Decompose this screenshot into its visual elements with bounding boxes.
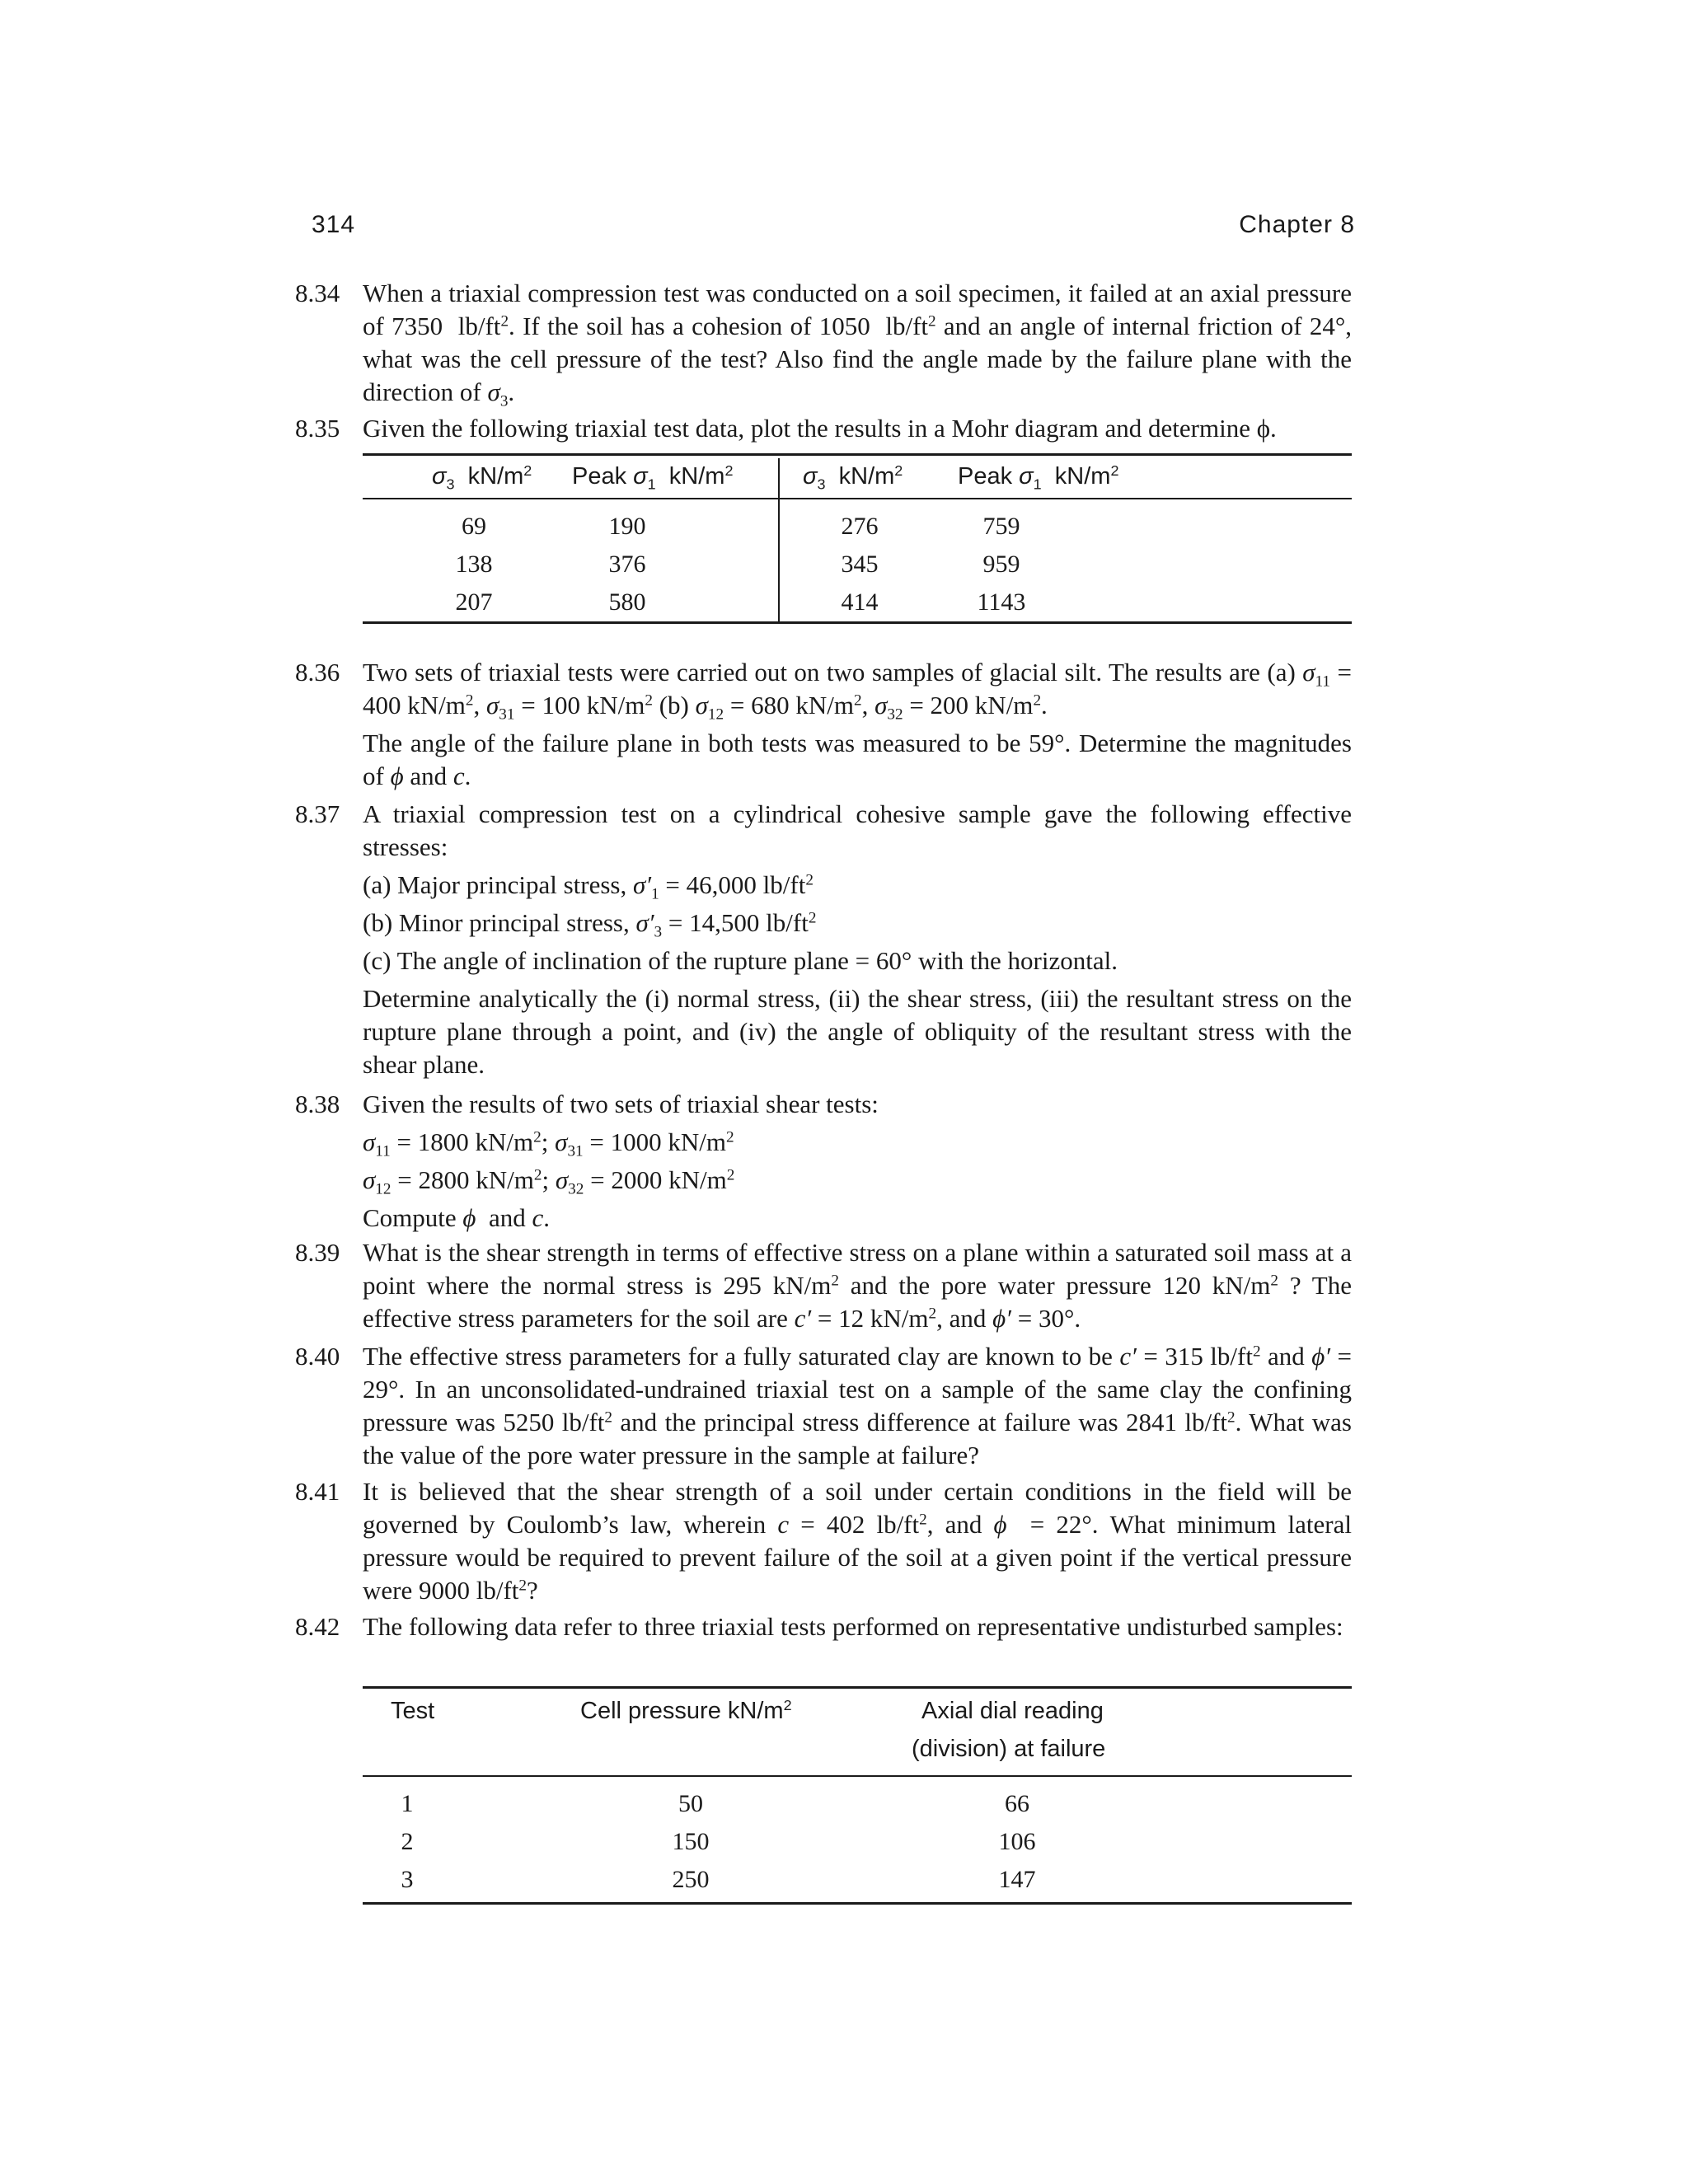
table-cell: 959 xyxy=(982,551,1020,578)
problem-number: 8.40 xyxy=(295,1342,340,1371)
problem-8-38 xyxy=(295,1088,1352,1235)
col-header-test: Test xyxy=(391,1698,435,1724)
table-top-rule xyxy=(363,1686,1352,1689)
table-divider xyxy=(778,458,780,623)
page-number: 314 xyxy=(312,211,356,238)
problem-number: 8.36 xyxy=(295,658,340,687)
col-header-peak-left: Peak $\sigma_1$ $kN/m^2$ xyxy=(572,462,734,493)
table-cell: 150 xyxy=(672,1828,710,1855)
table-cell: 207 xyxy=(455,588,493,616)
table-cell: 50 xyxy=(678,1790,703,1817)
problem-8-41 xyxy=(295,1475,1352,1607)
table-bottom-rule xyxy=(363,621,1352,624)
problem-8-35 xyxy=(295,412,1352,445)
peak-label: Peak xyxy=(958,463,1013,490)
table-cell: 138 xyxy=(455,551,493,578)
problem-number: 8.37 xyxy=(295,799,340,828)
col-header-axial-2: (division) at failure xyxy=(912,1736,1106,1762)
problem-number: 8.39 xyxy=(295,1238,340,1267)
problem-number: 8.41 xyxy=(295,1477,340,1506)
problem-8-39 xyxy=(295,1236,1352,1335)
problem-number: 8.35 xyxy=(295,414,340,443)
unit-label: kN/m xyxy=(467,463,524,490)
table-cell: 414 xyxy=(841,588,879,616)
table-cell: 580 xyxy=(608,588,646,616)
unit-label: kN/m xyxy=(668,463,725,490)
problem-text: A triaxial compression test on a cylindrical cohesive sample gave the following effective stresses: (a) Major principal stress, $\sigma'_1 = 46,000$ $lb/ft^2$ (b) Minor principal stress, $\sigma'_3 = 14,500$ $lb/ft^2$ (c) The angle of inclination of the rupture plane = 60° with the horizontal. Determine analytically the (i) normal stress, (ii) the shear stress, (iii) the resultant stress on the rupture plane through a point, and (iv) the angle of obliquity of the resultant stress with the shear plane. xyxy=(363,799,1352,1079)
problem-number: 8.34 xyxy=(295,279,340,307)
problem-text: Two sets of triaxial tests were carried out on two samples of glacial silt. The results are (a) $\sigma_{11} = 400$ $kN/m^2$, $\sigma_{31} = 100$ $kN/m^2$ (b) $\sigma_{12} = 680$ $kN/m^2$, $\sigma_{32} = 200$ $kN/m^2$. The angle of the failure plane in both tests was measured to be 59°. Determine the magnitudes of ϕ and c. xyxy=(363,658,1352,790)
problem-text: Given the following triaxial test data, plot the results in a Mohr diagram and determine ϕ. xyxy=(363,414,1277,443)
table-cell: 190 xyxy=(608,513,646,540)
problem-text: What is the shear strength in terms of effective stress on a plane within a saturated soil mass at a point where the normal stress is 295 $kN/m^2$ and the pore water pressure 120 $kN/m^2$ ? The effective stress parameters for the soil are c′ = 12 $kN/m^2$, and ϕ′ = 30°. xyxy=(363,1238,1352,1333)
table-cell: 3 xyxy=(401,1866,414,1893)
problem-text: It is believed that the shear strength of a soil under certain conditions in the field will be governed by Coulomb’s law, wherein c = 402 $lb/ft^2$, and ϕ = 22°. What minimum lateral pressure would be required to prevent failure of the soil at a given point if the vertical pressure were 9000 $lb/ft^2$? xyxy=(363,1477,1352,1605)
table-cell: 250 xyxy=(672,1866,710,1893)
table-header-rule xyxy=(363,1775,1352,1777)
table-cell: 345 xyxy=(841,551,879,578)
problem-intro: Given the results of two sets of triaxial shear tests: xyxy=(363,1090,879,1118)
table-cell: 376 xyxy=(608,551,646,578)
table-top-rule xyxy=(363,453,1352,456)
problem-number: 8.38 xyxy=(295,1090,340,1118)
table-cell: 106 xyxy=(998,1828,1036,1855)
table-cell: 1 xyxy=(401,1790,414,1817)
cell-pressure-label: Cell pressure kN/m xyxy=(580,1698,784,1724)
unit-label: kN/m xyxy=(1054,463,1111,490)
problem-text: The effective stress parameters for a fully saturated clay are known to be c′ = 315 $lb/ft^2$ and ϕ′ = 29°. In an unconsolidated-undrained triaxial test on a sample of the same clay the confining pressure was 5250 $lb/ft^2$ and the principal stress difference at failure was 2841 $lb/ft^2$. What was the value of the pore water pressure in the sample at failure? xyxy=(363,1342,1352,1469)
col-header-cell-pressure: Cell pressure $kN/m^2$ xyxy=(580,1697,792,1724)
table-cell: 147 xyxy=(998,1866,1036,1893)
col-header-sigma3-left: $\sigma_3$ $kN/m^2$ xyxy=(432,462,532,493)
problem-text: When a triaxial compression test was conducted on a soil specimen, it failed at an axial pressure of 7350 $lb/ft^2$. If the soil has a cohesion of 1050 $lb/ft^2$ and an angle of internal friction of 24°, what was the cell pressure of the test? Also find the angle made by the failure plane with the direction of $\sigma_3$. xyxy=(363,279,1352,410)
problem-8-34 xyxy=(295,277,1352,409)
table-header-rule xyxy=(363,498,1352,499)
table-cell: 759 xyxy=(982,513,1020,540)
table-cell: 66 xyxy=(1005,1790,1029,1817)
problem-text: Given the results of two sets of triaxial shear tests: $\sigma_{11} = 1800$ $kN/m^2$; $\sigma_{31} = 1000$ $kN/m^2$ $\sigma_{12} = 2800$ $kN/m^2$; $\sigma_{32} = 2000$ $kN/m^2$ Compute ϕ and c. xyxy=(363,1088,1352,1235)
problem-8-37 xyxy=(295,798,1352,1081)
table-cell: 1143 xyxy=(977,588,1026,616)
peak-label: Peak xyxy=(572,463,627,490)
col-header-sigma3-right: $\sigma_3$ $kN/m^2$ xyxy=(803,462,903,493)
table-cell: 2 xyxy=(401,1828,414,1855)
col-header-peak-right: Peak $\sigma_1$ $kN/m^2$ xyxy=(958,462,1119,493)
col-header-axial-1: Axial dial reading xyxy=(921,1698,1104,1724)
problem-8-42 xyxy=(295,1610,1352,1643)
table-bottom-rule xyxy=(363,1902,1352,1905)
problem-8-40 xyxy=(295,1340,1352,1472)
chapter-title: Chapter 8 xyxy=(1239,211,1355,238)
problem-8-36 xyxy=(295,656,1352,793)
table-cell: 69 xyxy=(462,513,486,540)
table-cell: 276 xyxy=(841,513,879,540)
unit-label: kN/m xyxy=(838,463,895,490)
problem-text: The following data refer to three triaxial tests performed on representative undisturbed samples: xyxy=(363,1612,1343,1641)
problem-number: 8.42 xyxy=(295,1612,340,1641)
